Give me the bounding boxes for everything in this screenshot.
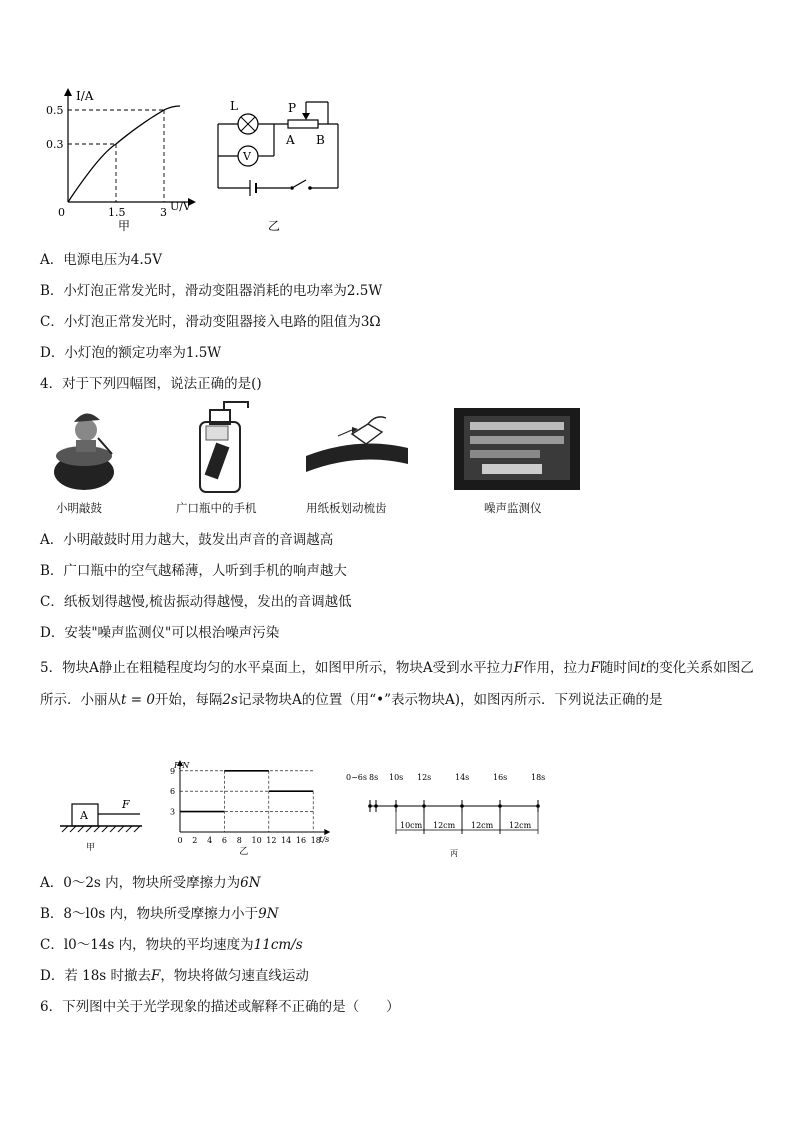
iu-graph	[40, 84, 200, 234]
iu-origin: 0	[58, 206, 65, 219]
ft-ytick: 3	[170, 807, 176, 817]
q4-option-a: A．小明敲鼓时用力越大，鼓发出声音的音调越高	[40, 532, 334, 548]
ft-xtick: 10	[251, 836, 262, 845]
ft-caption: 乙	[239, 847, 249, 857]
q3-option-d: D．小灯泡的额定功率为1.5W	[40, 345, 222, 361]
comb-picture	[302, 408, 412, 488]
timeline-dot	[460, 804, 464, 808]
iu-xtick-15: 1.5	[108, 206, 126, 219]
q4-option-c: C．纸板划得越慢,梳齿振动得越慢，发出的音调越低	[40, 594, 352, 610]
circuit-label-L: L	[230, 99, 238, 113]
q4-caption-4: 噪声监测仪	[484, 501, 542, 515]
circuit-label-P: P	[288, 101, 297, 115]
iu-ylabel: I/A	[76, 89, 94, 103]
timeline-dot	[498, 804, 502, 808]
iu-xtick-3: 3	[160, 206, 167, 219]
ft-xtick: 12	[266, 836, 277, 845]
q4-option-d: D．安装"噪声监测仪"可以根治噪声污染	[40, 625, 280, 641]
q4-stem: 4．对于下列四幅图，说法正确的是()	[40, 376, 262, 392]
timeline-time-label: 18s	[531, 773, 546, 782]
timeline-dot	[374, 804, 378, 808]
jar-phone-picture	[186, 400, 256, 496]
circuit-label-A: A	[286, 133, 295, 147]
timeline-dot	[368, 804, 372, 808]
ft-xtick: 4	[207, 836, 213, 845]
ft-ytick: 9	[170, 766, 176, 776]
block-label: A	[80, 809, 88, 822]
ft-xtick: 0	[177, 836, 183, 845]
block-figure	[58, 790, 148, 854]
timeline-time-label: 16s	[493, 773, 508, 782]
noise-monitor-picture	[452, 406, 582, 492]
circuit-caption: 乙	[268, 219, 281, 233]
q3-option-c: C．小灯泡正常发光时，滑动变阻器接入电路的阻值为3Ω	[40, 314, 381, 330]
iu-xlabel: U/V	[170, 200, 191, 213]
iu-caption: 甲	[118, 219, 131, 233]
q6-stem: 6．下列图中关于光学现象的描述或解释不正确的是（ ）	[40, 999, 400, 1015]
iu-ytick-05: 0.5	[46, 104, 64, 117]
q5-option-d: D．若 18s 时撤去F，物块将做匀速直线运动	[40, 968, 309, 984]
timeline-distance-label: 10cm	[400, 821, 423, 830]
block-caption: 甲	[86, 843, 96, 853]
timeline-dot	[536, 804, 540, 808]
ft-ytick: 6	[170, 787, 176, 797]
ft-xlabel: t/s	[319, 835, 330, 844]
timeline-distance-label: 12cm	[471, 821, 494, 830]
ft-xtick: 18	[310, 836, 321, 845]
q3-option-b: B．小灯泡正常发光时，滑动变阻器消耗的电功率为2.5W	[40, 283, 383, 299]
timeline-dot	[422, 804, 426, 808]
q3-option-a: A．电源电压为4.5V	[40, 252, 162, 268]
ft-xtick: 16	[295, 836, 307, 845]
timeline-time-label: 10s	[389, 773, 404, 782]
iu-ytick-03: 0.3	[46, 138, 64, 151]
iu-curve	[68, 106, 180, 202]
ft-ylabel: F/N	[174, 761, 190, 770]
timeline-time-label: 14s	[455, 773, 470, 782]
circuit-diagram	[210, 94, 350, 236]
timeline-dot	[394, 804, 398, 808]
ft-xtick: 6	[221, 836, 227, 845]
q4-caption-3: 用纸板划动梳齿	[306, 501, 387, 515]
timeline-distance-label: 12cm	[509, 821, 532, 830]
q4-caption-1: 小明敲鼓	[56, 501, 102, 515]
circuit-label-B: B	[316, 133, 325, 147]
timeline-time-label: 12s	[417, 773, 432, 782]
q5-stem: 5．物块A静止在粗糙程度均匀的水平桌面上，如图甲所示，物块A受到水平拉力F作用，拉力F随时间t的变化关系如图乙所示．小丽从t = 0开始，每隔2s记录物块A的位置（用“•”表示物块A)，如图丙所示．下列说法正确的是	[40, 660, 754, 708]
q4-caption-2: 广口瓶中的手机	[176, 501, 257, 515]
q5-option-a: A．0～2s 内，物块所受摩擦力为6N	[40, 875, 261, 891]
timeline-time-label: 8s	[369, 773, 379, 782]
q5-option-b: B．8～l0s 内，物块所受摩擦力小于9N	[40, 906, 279, 922]
q4-option-b: B．广口瓶中的空气越稀薄，人听到手机的响声越大	[40, 563, 347, 579]
force-time-graph	[158, 758, 328, 858]
drum-picture	[46, 402, 130, 494]
timeline-caption: 丙	[450, 849, 458, 858]
timeline-time-label: 0~6s	[346, 773, 367, 782]
block-force-label: F	[122, 798, 130, 811]
q5-option-c: C．l0～14s 内，物块的平均速度为11cm/s	[40, 937, 303, 953]
ft-xtick: 2	[192, 836, 198, 845]
position-timeline	[340, 768, 550, 860]
circuit-label-V: V	[243, 150, 251, 163]
timeline-distance-label: 12cm	[433, 821, 456, 830]
ft-xtick: 8	[236, 836, 242, 845]
ft-xtick: 14	[281, 836, 292, 845]
